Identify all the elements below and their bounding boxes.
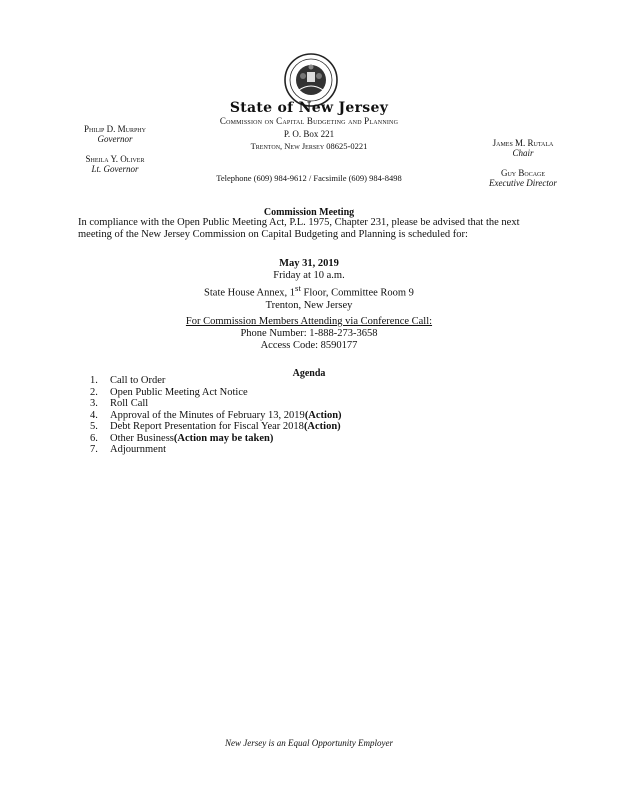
conference-access-code: Access Code: 8590177 xyxy=(260,340,358,351)
agenda-number: 3. xyxy=(90,398,98,409)
meeting-location xyxy=(0,282,618,300)
agenda-text: Call to Order xyxy=(110,375,166,386)
location-text-1: State House Annex, 1 xyxy=(204,287,296,299)
meeting-city: Trenton, New Jersey xyxy=(265,299,353,311)
agenda-number: 1. xyxy=(90,375,98,386)
governor-title: Governor xyxy=(97,134,133,144)
conference-phone: Phone Number: 1-888-273-3658 xyxy=(240,328,378,339)
agenda-item xyxy=(90,375,342,387)
meeting-details xyxy=(0,258,618,312)
agenda-text: Other Business xyxy=(110,432,174,444)
conference-heading: For Commission Members Attending via Conference Call: xyxy=(185,316,433,327)
agenda-action: (Action may be taken) xyxy=(173,432,274,444)
executive-director-name: Guy Bocage xyxy=(500,168,546,178)
agenda-item xyxy=(90,387,342,399)
agenda-text: Open Public Meeting Act Notice xyxy=(110,386,248,398)
agenda-list xyxy=(90,375,342,456)
agenda-item xyxy=(90,398,342,410)
agenda-number: 2. xyxy=(90,386,98,398)
agenda-item xyxy=(90,421,342,433)
meeting-heading: Commission Meeting xyxy=(263,207,355,218)
lt-governor-title: Lt. Governor xyxy=(91,164,139,174)
agenda-text: Debt Report Presentation for Fiscal Year 2018 xyxy=(110,421,304,432)
commission-name: Commission on Capital Budgeting and Planning xyxy=(219,116,399,126)
agenda-text: Adjournment xyxy=(110,444,166,455)
location-superscript: st xyxy=(295,283,301,293)
agenda-number: 7. xyxy=(90,444,98,455)
agenda-number: 6. xyxy=(90,432,98,444)
chair-title: Chair xyxy=(512,148,534,158)
right-officials xyxy=(468,138,578,188)
state-title: State of New Jersey xyxy=(229,100,389,116)
agenda-text: Approval of the Minutes of February 13, 2019 xyxy=(110,409,305,421)
agenda-action: (Action) xyxy=(304,409,342,421)
governor-name: Philip D. Murphy xyxy=(84,124,146,134)
city-address: Trenton, New Jersey 08625-0221 xyxy=(250,141,368,151)
footer-eoe: New Jersey is an Equal Opportunity Employer xyxy=(225,738,393,748)
po-box: P. O. Box 221 xyxy=(283,129,335,139)
agenda-action: (Action) xyxy=(303,421,341,432)
phone-fax: Telephone (609) 984-9612 / Facsimile (609) 984-8498 xyxy=(216,173,402,183)
location-text-2: Floor, Committee Room 9 xyxy=(300,287,414,299)
left-officials xyxy=(60,124,170,174)
agenda-item xyxy=(90,444,342,456)
intro-paragraph: In compliance with the Open Public Meeting Act, P.L. 1975, Chapter 231, please be advised that the next meeting of the New Jersey Commission on Capital Budgeting and Planning is scheduled for: xyxy=(78,217,520,240)
agenda-number: 5. xyxy=(90,421,98,432)
lt-governor-name: Sheila Y. Oliver xyxy=(85,154,145,164)
agenda-text: Roll Call xyxy=(110,398,149,409)
meeting-date: May 31, 2019 xyxy=(279,258,339,269)
agenda-item xyxy=(90,433,342,445)
executive-director-title: Executive Director xyxy=(489,178,557,188)
meeting-time: Friday at 10 a.m. xyxy=(273,270,345,281)
agenda-number: 4. xyxy=(90,409,98,421)
chair-name: James M. Rutala xyxy=(492,138,554,148)
conference-call-info xyxy=(0,316,618,352)
agenda-item xyxy=(90,410,342,422)
agenda-title: Agenda xyxy=(292,368,326,379)
